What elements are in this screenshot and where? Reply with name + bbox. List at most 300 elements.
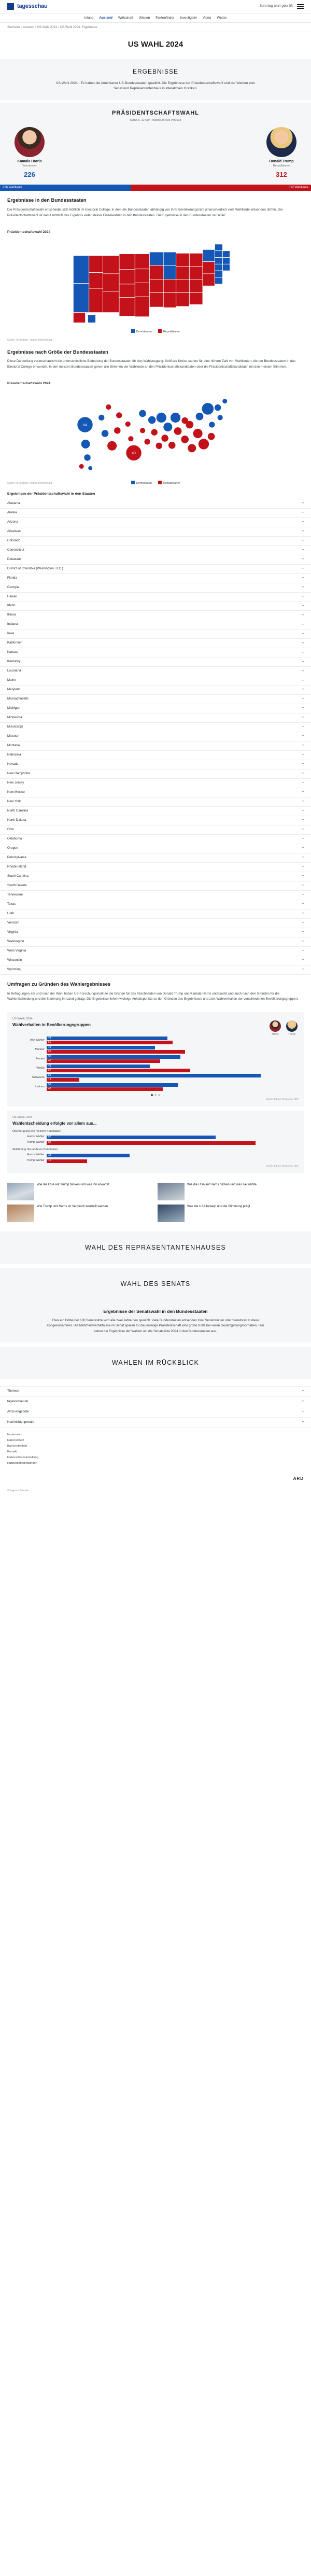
state-name: Oklahoma	[7, 837, 22, 841]
bar-trump: 55	[47, 1050, 185, 1054]
chevron-down-icon: ▾	[302, 604, 304, 608]
survey-row-label: Weiße	[36, 1066, 45, 1070]
chevron-down-icon: ▾	[302, 847, 304, 850]
chevron-down-icon: ▾	[302, 725, 304, 729]
state-name: Nevada	[7, 762, 19, 766]
bubble-results-heading: Ergebnisse nach Größe der Bundesstaaten	[7, 349, 108, 355]
senate-info-heading: Ergebnisse der Senatswahl in den Bundesstaaten	[103, 1308, 208, 1314]
state-accordion-item[interactable]	[0, 629, 311, 639]
nav-item-faktenfinder[interactable]: Faktenfinder	[156, 16, 175, 20]
survey-tag: US-WAHL 2024	[12, 1115, 33, 1119]
state-name: Florida	[7, 576, 17, 580]
teaser-thumbnail	[7, 1205, 34, 1222]
us-choropleth-map[interactable]	[0, 235, 311, 338]
state-name: Michigan	[7, 706, 20, 710]
chevron-down-icon: ▾	[302, 585, 304, 589]
state-name: Louisiana	[7, 669, 21, 673]
chevron-down-icon: ▾	[302, 595, 304, 598]
chevron-down-icon: ▾	[302, 781, 304, 785]
map-legend	[7, 329, 304, 334]
footer-section-row[interactable]	[0, 1397, 311, 1407]
copyright: © tagesschau.de	[7, 1489, 29, 1492]
footer-section-row[interactable]	[0, 1407, 311, 1418]
teaser-title: Wie Trump und Harris im Vergleich beurteilt werden	[37, 1205, 108, 1208]
chevron-down-icon: ▾	[302, 511, 304, 514]
site-logo[interactable]	[7, 3, 48, 11]
states-results-heading: Ergebnisse in den Bundesstaaten	[7, 198, 87, 204]
chevron-down-icon: ▾	[302, 539, 304, 542]
state-accordion-item[interactable]	[0, 499, 311, 509]
state-accordion-item[interactable]	[0, 863, 311, 872]
state-name: Tennessee	[7, 893, 23, 897]
state-accordion-item[interactable]	[0, 807, 311, 816]
state-accordion-item[interactable]	[0, 555, 311, 565]
presidential-hero	[0, 103, 311, 191]
chevron-down-icon: ▾	[302, 651, 304, 654]
survey-bar: 83	[47, 1141, 256, 1145]
house-heading: WAHL DES REPRÄSENTANTENHAUSES	[85, 1243, 226, 1251]
footer-links	[0, 1428, 311, 1471]
state-name: New Hampshire	[7, 772, 31, 776]
survey-row	[12, 1153, 299, 1157]
chevron-down-icon: ▾	[302, 529, 304, 533]
state-name: South Carolina	[7, 874, 29, 878]
ard-logo[interactable]: ARD	[293, 1476, 304, 1481]
state-accordion-item[interactable]	[0, 537, 311, 546]
avatar	[266, 127, 296, 157]
state-accordion-item[interactable]	[0, 835, 311, 844]
chevron-down-icon: ▾	[302, 772, 304, 776]
state-accordion-item[interactable]	[0, 527, 311, 537]
state-accordion-item[interactable]	[0, 565, 311, 574]
state-accordion-item[interactable]	[0, 928, 311, 937]
states-accordion-heading: Ergebnisse der Präsidentschaftswahl in den Staaten	[7, 492, 95, 496]
chevron-down-icon: ▾	[302, 893, 304, 897]
chevron-down-icon: ▾	[302, 576, 304, 580]
states-accordion	[0, 499, 311, 975]
bubble-svg[interactable]	[7, 389, 304, 478]
state-accordion-item[interactable]	[0, 593, 311, 602]
state-accordion-item[interactable]	[0, 732, 311, 741]
chevron-down-icon: ▾	[302, 1389, 304, 1393]
top-bar	[0, 0, 311, 13]
svg-text:40: 40	[132, 451, 136, 455]
state-accordion-item[interactable]	[0, 937, 311, 947]
teaser-item[interactable]	[7, 1205, 153, 1222]
logo-square-icon	[7, 3, 14, 10]
chevron-down-icon: ▾	[302, 959, 304, 962]
state-name: Idaho	[7, 604, 16, 608]
chevron-down-icon: ▾	[302, 1399, 304, 1403]
footer-link[interactable]: Datenschutzeinstellung	[7, 1455, 38, 1459]
state-accordion-item[interactable]	[0, 685, 311, 695]
state-name: Utah	[7, 911, 15, 915]
survey-row-label: Alle Wähler	[30, 1038, 45, 1042]
state-name: Montana	[7, 744, 20, 748]
chevron-down-icon: ▾	[302, 800, 304, 804]
nav-item-wetter[interactable]: Wetter	[217, 16, 227, 20]
brand-second: schau	[31, 3, 48, 9]
main-nav	[0, 13, 311, 23]
chevron-down-icon: ▾	[302, 1409, 304, 1413]
chevron-down-icon: ▾	[302, 679, 304, 682]
chevron-down-icon: ▾	[302, 548, 304, 552]
chevron-down-icon: ▾	[302, 865, 304, 869]
survey-row	[12, 1074, 299, 1082]
state-accordion-item[interactable]	[0, 583, 311, 593]
survey-row-label: Harris Wähler	[27, 1135, 45, 1139]
head-harris: Harris	[268, 1020, 282, 1037]
state-name: Indiana	[7, 622, 18, 626]
footer-section-row[interactable]	[0, 1418, 311, 1428]
bar-harris: 41	[47, 1065, 150, 1068]
state-accordion-item[interactable]	[0, 760, 311, 769]
teaser-item[interactable]	[158, 1183, 304, 1200]
state-name: Delaware	[7, 557, 21, 561]
state-accordion-item[interactable]	[0, 956, 311, 965]
teaser-title: Wie die USA auf Trump blicken und was ihn erwartet	[37, 1183, 109, 1186]
state-accordion-item[interactable]	[0, 909, 311, 919]
chevron-down-icon: ▾	[302, 819, 304, 822]
footer	[0, 1386, 311, 1500]
chevron-down-icon: ▾	[302, 641, 304, 645]
survey-group-a-label: Überzeugung von meinem Kandidaten	[12, 1130, 61, 1133]
survey-row-label: Schwarze	[32, 1075, 45, 1079]
state-name: Kentucky	[7, 660, 21, 664]
electoral-bar-republicans: 312 Wahlleute	[131, 185, 311, 191]
menu-icon[interactable]	[297, 4, 304, 9]
footer-section-label: Nachrichtenportale	[7, 1420, 34, 1424]
teaser-thumbnail	[7, 1183, 34, 1200]
survey-row-label: Trump Wähler	[26, 1141, 45, 1144]
state-accordion-item[interactable]	[0, 853, 311, 863]
state-accordion-item[interactable]	[0, 881, 311, 891]
state-name: Kansas	[7, 650, 18, 654]
footer-section-label: Themen	[7, 1389, 19, 1393]
state-accordion-item[interactable]	[0, 667, 311, 676]
survey-tag: US-WAHL 2024	[12, 1017, 33, 1021]
map-svg[interactable]	[7, 237, 304, 328]
state-accordion-item[interactable]	[0, 741, 311, 751]
hero-title: PRÄSIDENTSCHAFTSWAHL	[112, 109, 199, 116]
chevron-down-icon: ▾	[302, 931, 304, 934]
nav-item-wissen[interactable]: Wissen	[138, 16, 150, 20]
bar-harris: 53	[47, 1055, 180, 1059]
survey-rows	[12, 1037, 299, 1091]
state-accordion-item[interactable]	[0, 611, 311, 620]
avatar	[15, 127, 45, 157]
state-accordion-item[interactable]	[0, 620, 311, 629]
nav-item-ausland[interactable]: Ausland	[99, 16, 112, 20]
chevron-down-icon: ▾	[302, 632, 304, 636]
legend-democrats: Demokraten	[131, 329, 152, 334]
survey-row	[12, 1065, 299, 1072]
footer-link[interactable]: Nutzungsbedingungen	[7, 1461, 38, 1465]
results-intro-band	[0, 59, 311, 100]
survey-title: Wahlentscheidung erfolgte vor allem aus...	[12, 1121, 97, 1126]
house-band	[0, 1231, 311, 1264]
chevron-down-icon: ▾	[302, 697, 304, 701]
state-name: New York	[7, 800, 21, 804]
svg-text:54: 54	[83, 423, 87, 427]
survey-row	[12, 1159, 299, 1163]
state-name: New Mexico	[7, 790, 25, 794]
retro-band	[0, 1347, 311, 1379]
state-accordion-item[interactable]	[0, 704, 311, 713]
state-name: Maryland	[7, 688, 21, 692]
bar-harris: 48	[47, 1037, 167, 1040]
legend-democrats: Demokraten	[131, 481, 152, 486]
teaser-grid	[0, 1178, 311, 1227]
footer-link[interactable]: Barrierefreiheit	[7, 1444, 27, 1448]
survey-bar: 16	[47, 1159, 87, 1163]
state-name: Wisconsin	[7, 958, 22, 962]
survey-row	[12, 1037, 299, 1044]
state-name: Mississippi	[7, 725, 23, 729]
footer-bottom	[0, 1471, 311, 1489]
survey-row	[12, 1083, 299, 1091]
bar-harris: 52	[47, 1083, 178, 1087]
retro-heading: WAHLEN IM RÜCKBLICK	[111, 1359, 200, 1366]
chevron-down-icon: ▾	[302, 912, 304, 916]
state-name: District of Columbia (Washington, D.C.)	[7, 566, 63, 570]
senate-heading: WAHL DES SENATS	[120, 1280, 191, 1287]
chevron-down-icon: ▾	[302, 567, 304, 570]
results-text: US-Wahl 2024 - Tu haben die Amerikaner US-Bundesstaaten gewählt. Die Ergebnisse der Präsidentschaftswahl und der Wahlen zum Senat und Repräsentantenhaus in interaktiven Grafiken.	[55, 81, 256, 91]
teaser-thumbnail	[158, 1205, 185, 1222]
survey-title: Wahlverhalten in Bevölkerungsgruppen	[12, 1023, 91, 1028]
chevron-down-icon: ▾	[302, 884, 304, 888]
candidate-electors: 226	[24, 170, 35, 178]
hero-subtitle: Stand 6. 12 Uhr | Wahlleute 538 von 538	[130, 118, 181, 122]
state-name: Iowa	[7, 632, 15, 636]
state-name: Massachusetts	[7, 697, 29, 701]
survey-row-label: Trump Wähler	[26, 1159, 45, 1163]
state-name: Wyoming	[7, 967, 21, 971]
survey-card-motivation[interactable]	[7, 1111, 304, 1173]
state-name: Arizona	[7, 520, 18, 524]
state-name: Ohio	[7, 828, 15, 832]
state-accordion-item[interactable]	[0, 769, 311, 779]
bar-trump: 57	[47, 1069, 190, 1072]
survey-group-a-rows	[12, 1135, 299, 1145]
survey-row-label: Männer	[35, 1047, 45, 1051]
state-name: Colorado	[7, 538, 21, 542]
state-accordion-item[interactable]	[0, 509, 311, 518]
chevron-down-icon: ▾	[302, 716, 304, 720]
survey-row-label: Harris Wähler	[27, 1153, 45, 1157]
footer-section-row[interactable]	[0, 1387, 311, 1397]
nav-item-inland[interactable]: Inland	[84, 16, 94, 20]
chevron-down-icon: ▾	[302, 968, 304, 972]
nav-item-investigativ[interactable]: Investigativ	[180, 16, 197, 20]
map-source-note: Quelle: AP/Edison, eigene Berechnung	[7, 339, 52, 342]
state-name: Kalifornien	[7, 641, 23, 645]
chevron-down-icon: ▾	[302, 688, 304, 692]
state-accordion-item[interactable]	[0, 779, 311, 788]
state-accordion-item[interactable]	[0, 891, 311, 900]
page-title: US WAHL 2024	[128, 39, 183, 49]
chevron-down-icon: ▾	[302, 520, 304, 524]
state-name: North Dakota	[7, 818, 26, 822]
survey-bar: 67	[47, 1136, 216, 1139]
surveys-intro: In Befragungen am und nach der Wahl haben US-Forschungsinstitute die Gründe für das Abschneiden von Donald Trump und Kamala Harris untersucht und auch nach den Gründen für die Wahlentscheidung und die Stimmung im Land gefragt. Die Ergebnisse liefern wichtige Anhaltspunkte zu den Gründen des Ergebnisses und zum Wahlverhalten der verschiedenen Bevölkerungsgruppen.	[7, 991, 299, 1001]
candidate-trump	[261, 127, 302, 180]
state-accordion-item[interactable]	[0, 825, 311, 835]
states-results-text: Die Präsidentschaftswahl entscheidet sich letztlich im Electoral College, in dem die Bundesstaaten abhängig von ihrer Bevölkerungszahl unterschiedlich viele Wahlleute entsenden dürfen. Die Präsidentschaftswahl ist damit letztlich das Ergebnis vieler kleiner Einzelwahlen in den Bundesstaaten. Die Ergebnisse in den Bundesstaaten im Detail:	[7, 208, 283, 217]
state-name: Hawaii	[7, 594, 17, 598]
chevron-down-icon: ▾	[302, 791, 304, 794]
map-chart-label: Präsidentschaftswahl 2024	[7, 230, 51, 234]
chevron-down-icon: ▾	[302, 921, 304, 925]
bar-trump: 13	[47, 1078, 79, 1082]
head-trump: Trump	[285, 1020, 299, 1037]
survey-row	[12, 1135, 299, 1139]
state-name: North Carolina	[7, 809, 28, 813]
state-name: Washington	[7, 939, 24, 943]
state-name: Vermont	[7, 920, 20, 925]
top-bar-right	[259, 4, 304, 9]
chevron-down-icon: ▾	[302, 1420, 304, 1424]
chevron-down-icon: ▾	[302, 753, 304, 757]
survey-row	[12, 1046, 299, 1054]
state-name: Minnesota	[7, 716, 22, 720]
state-accordion-item[interactable]	[0, 648, 311, 657]
chevron-down-icon: ▾	[302, 669, 304, 673]
state-accordion-item[interactable]	[0, 965, 311, 975]
state-accordion-item[interactable]	[0, 797, 311, 807]
state-name: Pennsylvania	[7, 856, 26, 860]
teaser-title: Was die USA bewegt und die Stimmung prägt	[187, 1205, 250, 1208]
survey-row-label: Latinos	[35, 1085, 45, 1088]
nav-item-wirtschaft[interactable]: Wirtschaft	[118, 16, 133, 20]
state-name: Alabama	[7, 501, 20, 505]
state-accordion-item[interactable]	[0, 639, 311, 648]
chevron-down-icon: ▾	[302, 809, 304, 813]
breadcrumb[interactable]: Startseite › Ausland › US-Wahl 2024 › US-Wahl 2024: Ergebnisse	[0, 23, 311, 32]
senate-info-band	[0, 1300, 311, 1342]
chevron-down-icon: ▾	[302, 828, 304, 832]
bar-harris: 43	[47, 1046, 155, 1049]
chevron-down-icon: ▾	[302, 949, 304, 953]
surveys-heading: Umfragen zu Gründen des Wahlergebnisses	[7, 981, 111, 987]
electoral-bar	[0, 185, 311, 191]
state-name: Georgia	[7, 585, 19, 589]
state-accordion-item[interactable]	[0, 919, 311, 928]
footer-link[interactable]: Datenschutz	[7, 1438, 24, 1442]
state-accordion-item[interactable]	[0, 900, 311, 909]
state-accordion-item[interactable]	[0, 657, 311, 667]
state-accordion-item[interactable]	[0, 676, 311, 685]
bubble-legend	[7, 481, 304, 486]
legend-republicans: Republikaner	[158, 329, 180, 334]
state-accordion-item[interactable]	[0, 723, 311, 732]
teaser-title: Wie die USA auf Harris blicken und was sie wählte	[187, 1183, 257, 1186]
footer-section-label: ARD-Angebote	[7, 1409, 29, 1413]
survey-source: Quelle: Edison Research / NEP	[266, 1165, 299, 1168]
state-name: Arkansas	[7, 529, 21, 533]
chevron-down-icon: ▾	[302, 940, 304, 944]
state-accordion-item[interactable]	[0, 947, 311, 956]
survey-group-b-rows	[12, 1153, 299, 1163]
electoral-bar-democrats: 226 Wahlleute	[0, 185, 131, 191]
surveys-block	[0, 975, 311, 1009]
state-name: Oregon	[7, 846, 18, 850]
survey-row	[12, 1055, 299, 1063]
state-name: New Jersey	[7, 781, 24, 785]
state-name: South Dakota	[7, 884, 27, 888]
legend-republicans: Republikaner	[158, 481, 180, 486]
footer-link[interactable]: Impressum	[7, 1433, 22, 1436]
survey-row-label: Frauen	[35, 1057, 45, 1060]
chevron-down-icon: ▾	[302, 875, 304, 878]
state-name: Virginia	[7, 930, 18, 934]
candidate-party: Republikaner	[273, 164, 290, 167]
state-name: Connecticut	[7, 548, 24, 552]
chevron-down-icon: ▾	[302, 903, 304, 906]
chevron-down-icon: ▾	[302, 744, 304, 748]
chevron-down-icon: ▾	[302, 763, 304, 766]
survey-source: Quelle: Edison Research / NEP	[266, 1098, 299, 1101]
candidate-name: Kamala Harris	[17, 159, 42, 163]
senate-info-text: Etwa ein Drittel der 100 Senatssitze wird alle zwei Jahre neu gewählt. Viele Bundesstaaten entsenden zwei Senatorinnen oder Senatoren in diese Kongresskammer. Die Mehrheitsverhältnisse im Senat spielen für die jeweilige Präsidentschaft eine große Rolle bei vielen Gesetzgebungsvorhaben. Hier sehen die Ergebnisse der Wahlen um die Senatssitze 2024 in den Bundesstaaten aus.	[47, 1319, 264, 1333]
carousel-dots[interactable]	[12, 1094, 299, 1096]
bubble-results-text: Diese Darstellung veranschaulicht die unterschiedliche Bedeutung der Bundesstaaten für den Wahlausgang: Größere Kreise stehen für eine höhere Zahl von Wahlleuten, die der Bundesstaaten in das Electoral College entsendet. In den meisten Bundesstaaten gehen alle Stimmen der Wahlleute an den Präsidentschaftskandidaten oder die Präsidentschaftskandidatin mit den meisten Stimmen.	[7, 359, 296, 369]
state-accordion-item[interactable]	[0, 816, 311, 825]
state-name: Nebraska	[7, 753, 21, 757]
brand-first: tages	[17, 3, 32, 9]
state-accordion-item[interactable]	[0, 713, 311, 723]
chevron-down-icon: ▾	[302, 707, 304, 710]
bar-harris: 85	[47, 1074, 261, 1077]
chevron-down-icon: ▾	[302, 735, 304, 738]
state-accordion-item[interactable]	[0, 601, 311, 611]
state-accordion-item[interactable]	[0, 695, 311, 704]
bubble-results-block	[0, 343, 311, 376]
state-name: Rhode Island	[7, 865, 26, 869]
teaser-item[interactable]	[158, 1205, 304, 1222]
candidate-harris	[9, 127, 50, 180]
chevron-down-icon: ▾	[302, 623, 304, 626]
candidate-name: Donald Trump	[269, 159, 294, 163]
chevron-down-icon: ▾	[302, 856, 304, 860]
nav-item-video[interactable]: Video	[202, 16, 211, 20]
survey-card-groups[interactable]	[7, 1012, 304, 1106]
candidate-electors: 312	[276, 170, 287, 178]
state-accordion-item[interactable]	[0, 844, 311, 853]
chevron-down-icon: ▾	[302, 660, 304, 664]
chevron-down-icon: ▾	[302, 613, 304, 617]
state-accordion-item[interactable]	[0, 518, 311, 527]
state-name: Alaska	[7, 510, 17, 514]
footer-link[interactable]: Kontakt	[7, 1450, 18, 1453]
state-accordion-item[interactable]	[0, 751, 311, 760]
state-accordion-item[interactable]	[0, 546, 311, 555]
state-accordion-item[interactable]	[0, 574, 311, 583]
teaser-thumbnail	[158, 1183, 185, 1200]
survey-bar: 33	[47, 1154, 130, 1157]
state-accordion-item[interactable]	[0, 872, 311, 881]
senate-band	[0, 1268, 311, 1300]
teaser-item[interactable]	[7, 1183, 153, 1200]
chevron-down-icon: ▾	[302, 837, 304, 841]
candidate-party: Demokraten	[22, 164, 37, 167]
state-name: Maine	[7, 678, 16, 682]
update-label: Sonntag jetzt geprüft	[259, 4, 293, 8]
state-name: Missouri	[7, 734, 20, 738]
state-accordion-item[interactable]	[0, 788, 311, 797]
survey-row	[12, 1141, 299, 1145]
